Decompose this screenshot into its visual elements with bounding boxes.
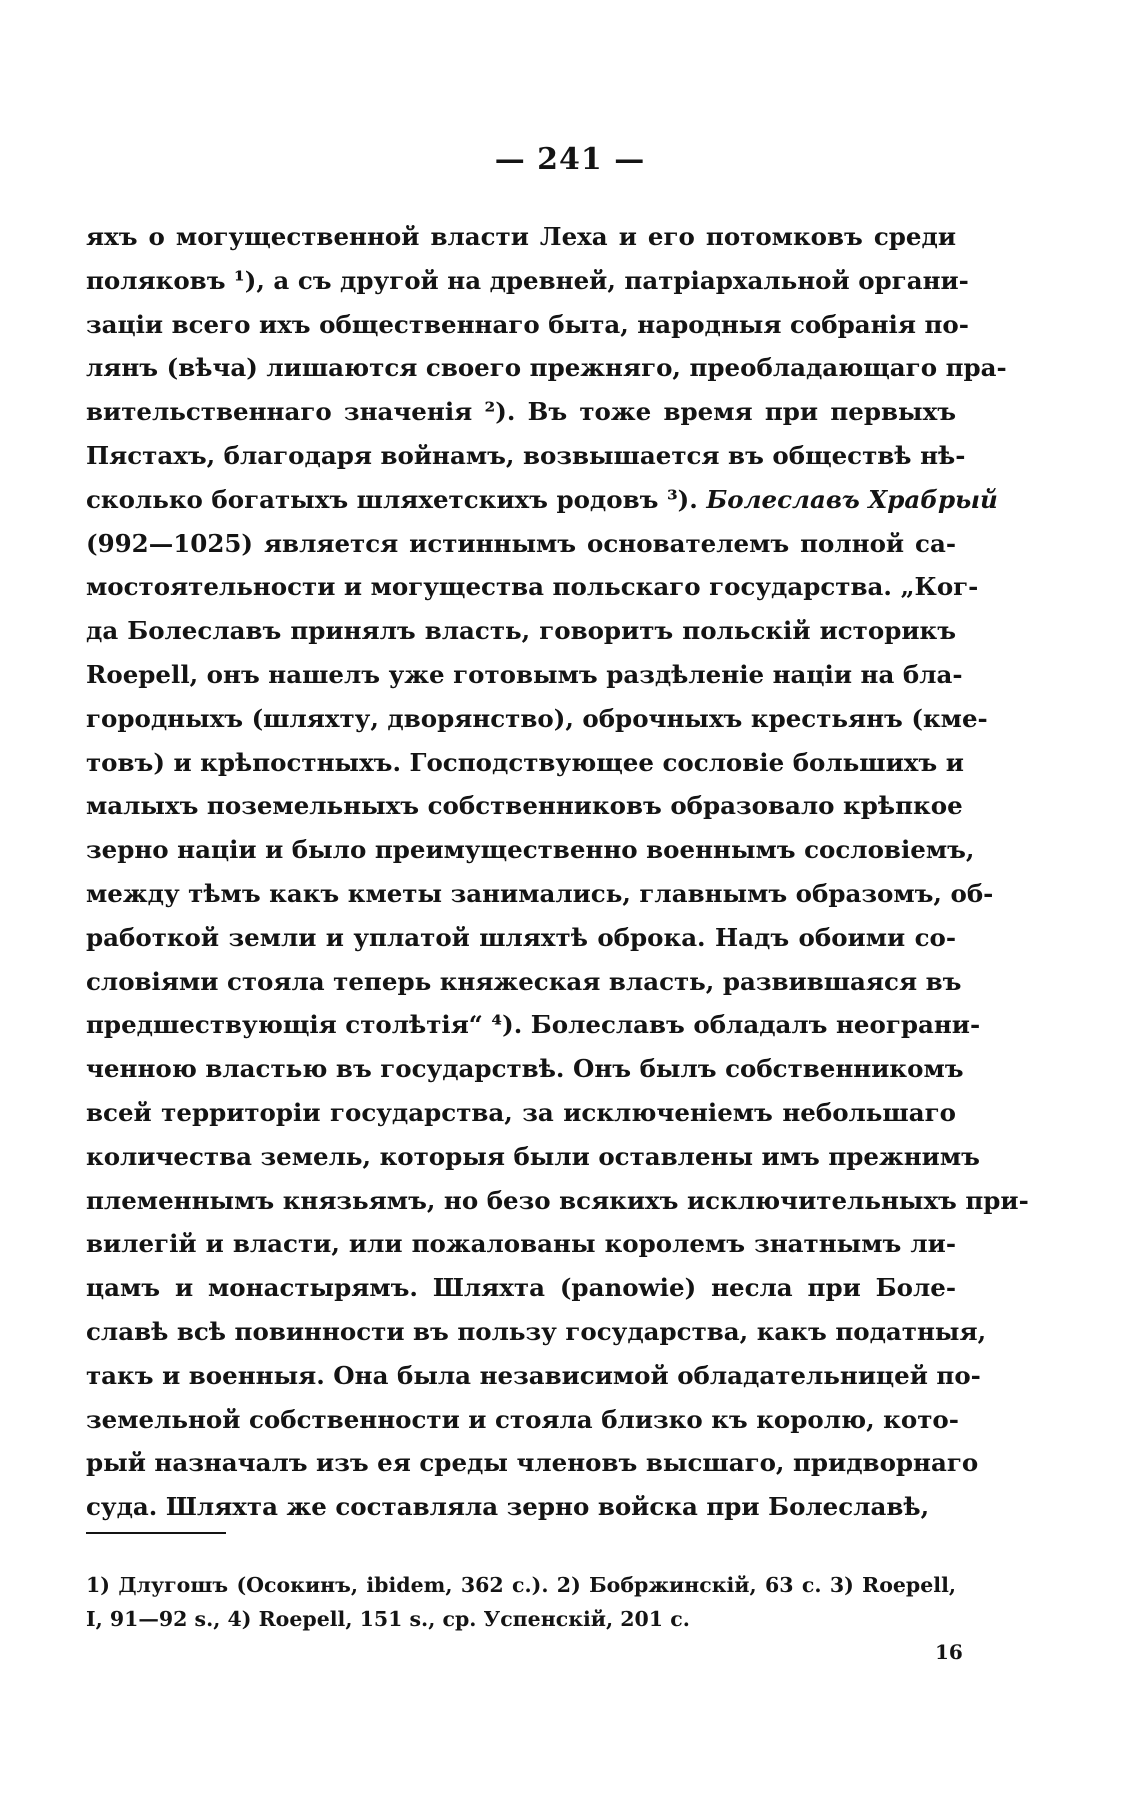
text-line: зерно націи и было преимущественно военнымъ сословіемъ, (86, 835, 975, 865)
text-segment: сколько богатыхъ шляхетскихъ родовъ ³). (86, 484, 698, 514)
text-line: городныхъ (шляхту, дворянство), оброчныхъ крестьянъ (кме- (86, 703, 988, 733)
text-line: малыхъ поземельныхъ собственниковъ образовало крѣпкое (86, 791, 963, 821)
text-line: рый назначалъ изъ ея среды членовъ высшаго, придворнаго (86, 1448, 979, 1478)
text-line: количества земель, которыя были оставлены имъ прежнимъ (86, 1141, 980, 1171)
text-line: предшествующія столѣтія“ ⁴). Болеславъ обладалъ неограни- (86, 1010, 981, 1040)
text-line: цамъ и монастырямъ. Шляхта (panowie) несла при Боле- (86, 1273, 956, 1303)
text-line: поляковъ ¹), а съ другой на древней, патріархальной органи- (86, 265, 969, 295)
text-line: вительственнаго значенія ²). Въ тоже время при первыхъ (86, 397, 956, 427)
page-number: — 241 — (494, 142, 646, 177)
text-line: Пястахъ, благодаря войнамъ, возвышается въ обществѣ нѣ- (86, 440, 966, 470)
text-line: лянъ (вѣча) лишаются своего прежняго, преобладающаго пра- (86, 353, 1007, 383)
text-line: между тѣмъ какъ кметы занимались, главнымъ образомъ, об- (86, 878, 994, 908)
text-line-with-name (86, 478, 998, 522)
text-line: суда. Шляхта же составляла зерно войска при Болеславѣ, (86, 1492, 930, 1522)
text-line: мостоятельности и могущества польскаго государства. „Ког- (86, 572, 979, 602)
italic-name: Болеславъ Храбрый (706, 484, 998, 514)
text-line: работкой земли и уплатой шляхтѣ оброка. Надъ обоими со- (86, 922, 956, 952)
signature-mark: 16 (935, 1640, 963, 1664)
text-line: ченною властью въ государствѣ. Онъ былъ собственникомъ (86, 1054, 964, 1084)
text-line: племеннымъ князьямъ, но безо всякихъ исключительныхъ при- (86, 1185, 1029, 1215)
text-line: да Болеславъ принялъ власть, говоритъ польскій историкъ (86, 616, 956, 646)
footnote-line: I, 91—92 s., 4) Roepell, 151 s., ср. Успенскій, 201 с. (86, 1607, 690, 1631)
text-line: Roepell, онъ нашелъ уже готовымъ раздѣленіе націи на бла- (86, 659, 963, 689)
text-line: земельной собственности и стояла близко къ королю, кото- (86, 1404, 959, 1434)
text-line: товъ) и крѣпостныхъ. Господствующее сословіе большихъ и (86, 747, 964, 777)
body-text (86, 215, 1029, 1529)
text-line: заціи всего ихъ общественнаго быта, народныя собранія по- (86, 309, 969, 339)
text-line: яхъ о могущественной власти Леха и его потомковъ среди (86, 222, 956, 251)
text-line: всей территоріи государства, за исключеніемъ небольшаго (86, 1097, 956, 1127)
text-line: словіями стояла теперь княжеская власть, развившаяся въ (86, 966, 962, 996)
text-line: славѣ всѣ повинности въ пользу государства, какъ податныя, (86, 1316, 987, 1346)
text-line: вилегій и власти, или пожалованы королемъ знатнымъ ли- (86, 1229, 956, 1259)
footnote-line: 1) Длугошъ (Осокинъ, ibidem, 362 с.). 2) Бобржинскій, 63 с. 3) Roepell, (86, 1573, 956, 1597)
text-line: такъ и военныя. Она была независимой обладательницей по- (86, 1360, 981, 1390)
text-line: (992—1025) является истиннымъ основателемъ полной са- (86, 528, 956, 558)
footnote-rule (86, 1532, 226, 1534)
footnotes (86, 1568, 956, 1636)
